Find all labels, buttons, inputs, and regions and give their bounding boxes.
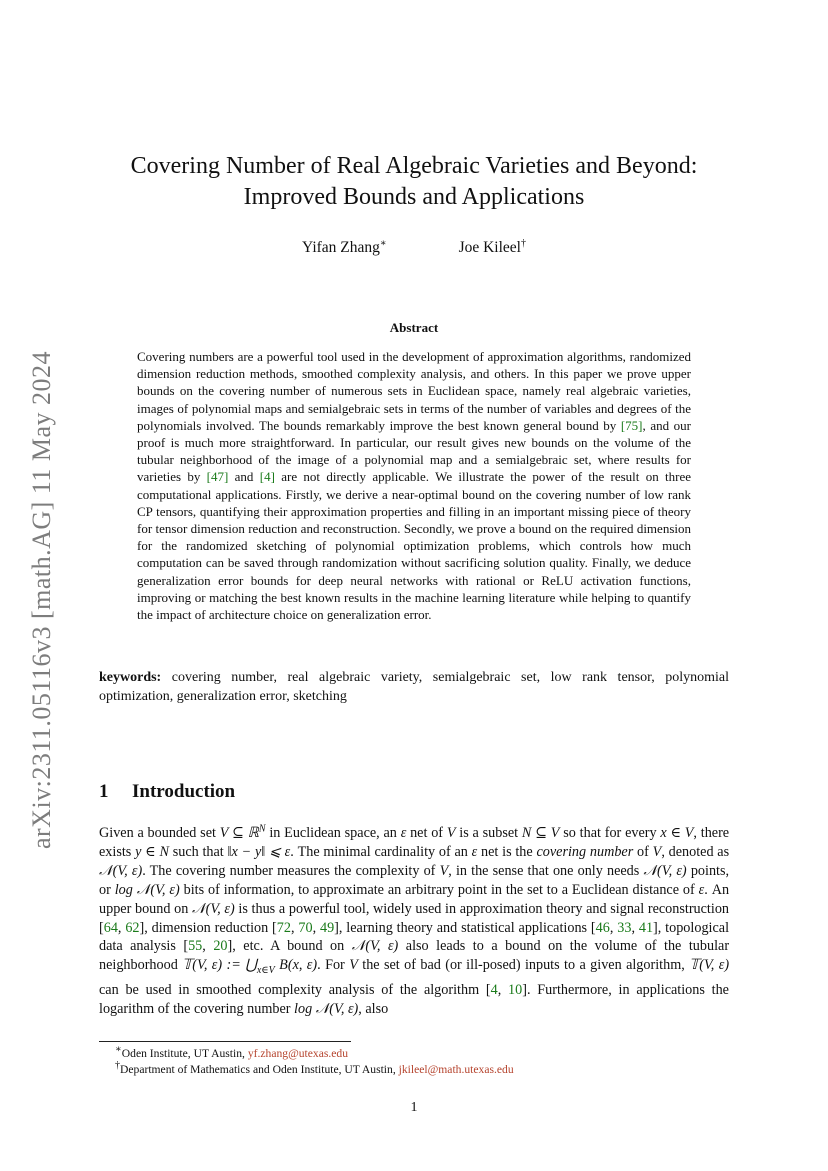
- intro-text: in Euclidean space, an: [269, 825, 397, 841]
- footnote-second: [99, 1062, 729, 1078]
- intro-text: . The covering number measures the complexity of: [142, 862, 436, 879]
- author-first-mark: ∗: [379, 237, 387, 249]
- math: 𝕋(V, ε): [689, 957, 730, 974]
- abstract-text-1: Covering numbers are a powerful tool used in the development of approximation algorithms, randomized dimension reduction methods, smoothed complexity analysis, and others. In this paper we prove upper bounds on the covering number of numerous sets in Euclidean space, namely real algebraic varieties, images of polynomial maps and semialgebraic sets in terms of the number of variables and degrees of the polynomials involved. The bounds remarkably improve the best known general bound by: [137, 349, 691, 433]
- intro-text: also leads to a bound on the volume of the tubular neighborhood: [99, 938, 730, 974]
- math-expression: B(x, ε): [279, 957, 318, 974]
- intro-text: net of: [410, 825, 444, 841]
- citation-link[interactable]: [47]: [206, 469, 229, 485]
- abstract-text-2: , and our proof is much more straightforward. In particular, our result gives new bounds on the volume of the tubular neighborhood of the image of a polynomial map and a semialgebraic set, where results for varieties by: [137, 417, 691, 485]
- footnote-first: [99, 1046, 729, 1062]
- math: log 𝒩(V, ε): [114, 881, 180, 898]
- intro-text: of: [637, 843, 649, 860]
- intro-text: points, or: [99, 862, 730, 898]
- citation-link[interactable]: 72: [276, 919, 291, 936]
- math: 𝒩(V, ε): [99, 862, 143, 879]
- abstract-heading: Abstract: [389, 320, 439, 335]
- intro-text: is a subset: [459, 825, 519, 841]
- intro-text: the set of bad (or ill-posed) inputs to a given algorithm,: [362, 957, 685, 974]
- intro-text: , learning theory and statistical applications: [338, 919, 588, 936]
- math: [220, 825, 266, 841]
- intro-text: , there exists: [99, 825, 730, 860]
- footnote-mark: †: [115, 1060, 120, 1072]
- section-number: 1: [99, 781, 109, 802]
- arxiv-identifier-stamp: [22, 330, 62, 870]
- email-link[interactable]: yf.zhang@utexas.edu: [247, 1047, 349, 1060]
- citation-link[interactable]: 62: [125, 919, 140, 936]
- author-second-name: Joe Kileel: [458, 239, 521, 256]
- keywords-label: keywords:: [99, 670, 162, 685]
- citation-link[interactable]: 33: [617, 919, 632, 936]
- abstract-text-3: and: [234, 469, 254, 485]
- author-first-name: Yifan Zhang: [301, 239, 380, 256]
- author-list: [0, 239, 828, 257]
- math: V: [652, 843, 662, 860]
- intro-text: , dimension reduction: [144, 919, 269, 936]
- math-expression: V ⊆ ℝ: [219, 825, 259, 841]
- footnote-rule: [99, 1041, 351, 1042]
- intro-text: , also: [358, 1000, 389, 1017]
- author-second-mark: †: [521, 237, 526, 249]
- math: ‖x − y‖ ⩽ ε: [227, 843, 291, 860]
- section-title-text: Introduction: [132, 781, 236, 802]
- citation-link[interactable]: [4]: [259, 469, 275, 485]
- intro-text: , etc. A bound on: [232, 938, 345, 955]
- math-subscript: x∈V: [256, 965, 275, 977]
- email-link[interactable]: jkileel@math.utexas.edu: [398, 1063, 514, 1076]
- math: N ⊆ V: [521, 825, 560, 841]
- intro-text: . Furthermore, in applications the logarithm of the covering number: [99, 982, 729, 1017]
- intro-text: . The minimal cardinality of an: [290, 843, 468, 860]
- citation-link[interactable]: 46: [595, 919, 610, 936]
- intro-text: is thus a powerful tool, widely used in approximation theory and signal reconstruction: [238, 900, 730, 917]
- citation-link[interactable]: 64: [103, 919, 118, 936]
- math-expression: 𝕋(V, ε) := ⋃: [182, 957, 257, 974]
- math: V: [446, 825, 456, 841]
- math: 𝒩(V, ε): [351, 938, 399, 955]
- section-heading-introduction: [99, 781, 235, 803]
- citation-link[interactable]: 41: [638, 919, 654, 936]
- intro-text: such that: [172, 843, 224, 860]
- citation-link[interactable]: 49: [319, 919, 335, 936]
- citation-link[interactable]: 4: [490, 982, 498, 999]
- footnote-text: Oden Institute, UT Austin,: [121, 1047, 245, 1060]
- footnote-text: Department of Mathematics and Oden Institute, UT Austin,: [120, 1063, 396, 1076]
- keywords: [99, 669, 729, 706]
- citation-link[interactable]: 10: [508, 982, 523, 999]
- intro-text: Given a bounded set: [99, 825, 216, 841]
- keywords-text: covering number, real algebraic variety, semialgebraic set, low rank tensor, polynomial optimization, generalization error, sketching: [99, 670, 730, 704]
- math: ε: [471, 843, 478, 860]
- math: V: [349, 957, 358, 974]
- intro-text: net is the: [481, 843, 533, 860]
- citation-link[interactable]: 70: [298, 919, 313, 936]
- footnote-mark: ∗: [115, 1044, 122, 1056]
- intro-text: , in the sense that one only needs: [448, 862, 640, 879]
- abstract-body: [137, 348, 691, 623]
- intro-text: , denoted as: [661, 843, 730, 860]
- page-number: 1: [410, 1100, 418, 1115]
- math: V: [439, 862, 449, 879]
- math: [182, 957, 318, 977]
- math: ε: [698, 881, 705, 898]
- arxiv-identifier-text: arXiv:2311.05116v3 [math.AG] 11 May 2024: [27, 350, 56, 850]
- math: 𝒩(V, ε): [643, 862, 687, 879]
- math: y ∈ N: [135, 843, 169, 860]
- intro-text: . For: [317, 957, 345, 974]
- intro-text: . An upper bound on: [99, 881, 730, 917]
- intro-text: can be used in smoothed complexity analysis of the algorithm: [99, 982, 480, 999]
- intro-text: bits of information, to approximate an arbitrary point in the set to a Euclidean distance of: [183, 881, 695, 898]
- author-second: [459, 239, 526, 257]
- citation-link[interactable]: 55: [188, 938, 203, 955]
- math-superscript: N: [258, 823, 266, 835]
- intro-text: , topological data analysis: [99, 919, 730, 955]
- emphasis: covering number: [536, 843, 634, 860]
- math: 𝒩(V, ε): [192, 900, 235, 917]
- intro-text: so that for every: [563, 825, 657, 841]
- footnotes: [99, 1046, 729, 1078]
- abstract-text-4: are not directly applicable. We illustrate the power of the result on three computational applications. Firstly, we derive a near-optimal bound on the covering number of low rank CP tensors, quantifying their approximation properties and filling in an important missing piece of theory for tensor dimension reduction and reconstruction. Secondly, we prove a bound on the required dimension for the randomized sketching of polynomial optimization problems, which controls how much computation can be saved through randomization without sacrificing solution quality. Finally, we deduce generalization error bounds for deep neural networks with rational or ReLU activation functions, improving or matching the best known results in the machine learning literature while helping to quantify the impact of architecture choice on generalization error.: [137, 469, 692, 623]
- math: ε: [400, 825, 407, 841]
- math: log 𝒩(V, ε): [294, 1000, 359, 1017]
- introduction-paragraph: Given a bounded set V ⊆ ℝ$^N$ in Euclidean space, an ε net of V is a subset N ⊆ V so that for every x ∈ V, there exists y ∈ N such that ‖x − y‖ ⩽ ε. The minimal cardinality of an ε net is the covering number of V, denoted as 𝒩(V, ε). The covering number measures the complexity of V, in the sense that one only needs 𝒩(V, ε) points, or log 𝒩(V, ε) bits of information, to approximate an arbitrary point in the set to a Euclidean distance of ε. An upper bound on 𝒩(V, ε) is thus a powerful tool, widely used in approximation theory and signal reconstruction [64, 62], dimension reduction [72, 70, 49], learning theory and statistical applications [46, 33, 41], topological data analysis [55, 20], etc. A bound on 𝒩(V, ε) also leads to a bound on the volume of the tubular neighborhood 𝕋(V, ε) := $⋃_{x\in V}$ B(x, ε). For V the set of bad (or ill-posed) inputs to a given algorithm, 𝕋(V, ε) can be used in smoothed complexity analysis of the algorithm [4, 10]. Furthermore, in applications the logarithm of the covering number log 𝒩(V, ε), also: [99, 823, 730, 1017]
- author-first: [302, 239, 387, 257]
- citation-link[interactable]: [75]: [620, 417, 643, 433]
- paper-title: Covering Number of Real Algebraic Varieties and Beyond: Improved Bounds and Applications: [130, 153, 698, 210]
- math: x ∈ V: [660, 825, 694, 841]
- citation-link[interactable]: 20: [213, 938, 228, 955]
